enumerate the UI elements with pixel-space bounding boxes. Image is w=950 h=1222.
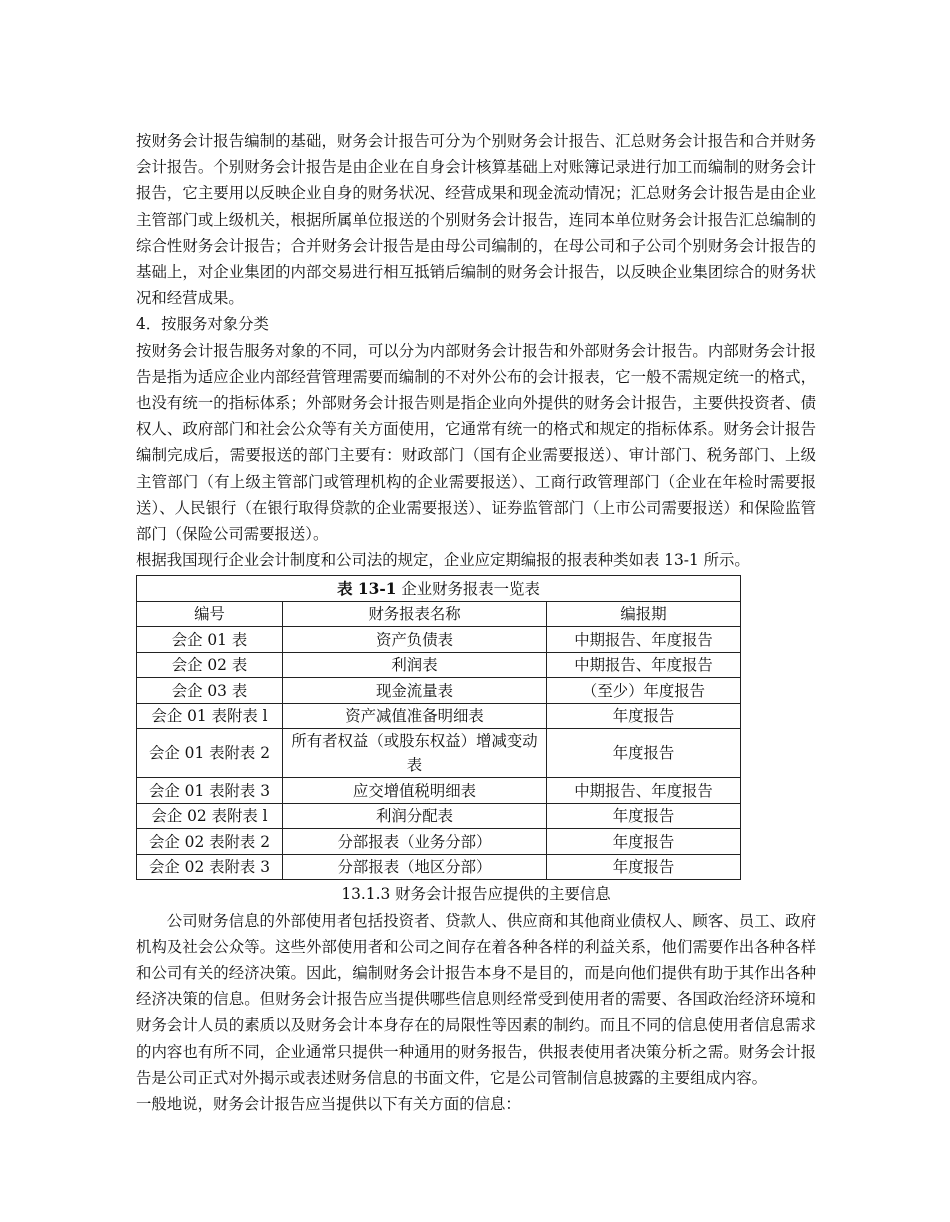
paragraph-table-intro: 根据我国现行企业会计制度和公司法的规定，企业应定期编报的报表种类如表 13-1 所示。 — [136, 551, 750, 570]
table-cell: 年度报告 — [547, 854, 741, 880]
table-cell: 中期报告、年度报告 — [547, 778, 741, 804]
table-header-row — [137, 601, 741, 627]
table-cell: 应交增值税明细表 — [283, 778, 547, 804]
table-cell: 现金流量表 — [283, 678, 547, 704]
table-header-cell: 编报期 — [547, 601, 741, 627]
table-caption-title: 企业财务报表一览表 — [396, 579, 540, 598]
table-cell: 年度报告 — [547, 803, 741, 829]
table-cell: 会企 01 表 — [137, 627, 283, 653]
subsection-heading: 13.1.3 财务会计报告应提供的主要信息 — [341, 885, 611, 904]
table-cell: 会企 01 表附表 l — [137, 703, 283, 729]
table-cell: 利润分配表 — [283, 803, 547, 829]
table-caption-number: 表 13-1 — [337, 579, 397, 598]
table-cell: 年度报告 — [547, 703, 741, 729]
table-caption — [137, 576, 741, 602]
table-cell: 所有者权益（或股东权益）增减变动表 — [283, 729, 547, 778]
table-cell: 中期报告、年度报告 — [547, 627, 741, 653]
table-cell: 年度报告 — [547, 829, 741, 855]
table-row — [137, 652, 741, 678]
table-cell: 会企 01 表附表 2 — [137, 729, 283, 778]
table-cell: 会企 02 表附表 l — [137, 803, 283, 829]
table-row — [137, 778, 741, 804]
table-header-cell: 财务报表名称 — [283, 601, 547, 627]
document-page — [136, 128, 816, 1117]
table-row — [137, 803, 741, 829]
table-cell: 会企 02 表附表 2 — [137, 829, 283, 855]
paragraph-report-basis: 按财务会计报告编制的基础，财务会计报告可分为个别财务会计报告、汇总财务会计报告和合并财务会计报告。个别财务会计报告是由企业在自身会计核算基础上对账簿记录进行加工而编制的财务会计报告，它主要用以反映企业自身的财务状况、经营成果和现金流动情况；汇总财务会计报告是由企业主管部门或上级机关，根据所属单位报送的个别财务会计报告，连同本单位财务会计报告汇总编制的综合性财务会计报告；合并财务会计报告是由母公司编制的，在母公司和子公司个别财务会计报告的基础上，对企业集团的内部交易进行相互抵销后编制的财务会计报告，以反映企业集团综合的财务状况和经营成果。 — [136, 132, 816, 308]
table-cell: （至少）年度报告 — [547, 678, 741, 704]
table-row — [137, 627, 741, 653]
table-cell: 分部报表（业务分部） — [283, 829, 547, 855]
table-cell: 资产减值准备明细表 — [283, 703, 547, 729]
table-cell: 会企 03 表 — [137, 678, 283, 704]
table-cell: 资产负债表 — [283, 627, 547, 653]
table-row — [137, 729, 741, 778]
paragraph-service-object: 按财务会计报告服务对象的不同，可以分为内部财务会计报告和外部财务会计报告。内部财务会计报告是指为适应企业内部经营管理需要而编制的不对外公布的会计报表，它一般不需规定统一的格式，也没有统一的指标体系；外部财务会计报告则是指企业向外提供的财务会计报告，主要供投资者、债权人、政府部门和社会公众等有关方面使用，它通常有统一的格式和规定的指标体系。财务会计报告编制完成后，需要报送的部门主要有：财政部门（国有企业需要报送）、审计部门、税务部门、上级主管部门（有上级主管部门或管理机构的企业需要报送）、工商行政管理部门（企业在年检时需要报送）、人民银行（在银行取得贷款的企业需要报送）、证券监管部门（上市公司需要报送）和保险监管部门（保险公司需要报送）。 — [136, 341, 816, 544]
financial-statements-table — [136, 575, 741, 880]
table-row — [137, 703, 741, 729]
table-header-cell: 编号 — [137, 601, 283, 627]
table-cell: 利润表 — [283, 652, 547, 678]
table-row — [137, 678, 741, 704]
table-row — [137, 854, 741, 880]
table-cell: 会企 02 表 — [137, 652, 283, 678]
table-cell: 年度报告 — [547, 729, 741, 778]
table-cell: 会企 01 表附表 3 — [137, 778, 283, 804]
paragraph-information-users: 公司财务信息的外部使用者包括投资者、贷款人、供应商和其他商业债权人、顾客、员工、政府机构及社会公众等。这些外部使用者和公司之间存在着各种各样的利益关系，他们需要作出各种各样和公司有关的经济决策。因此，编制财务会计报告本身不是目的，而是向他们提供有助于其作出各种经济决策的信息。但财务会计报告应当提供哪些信息则经常受到使用者的需要、各国政治经济环境和财务会计人员的素质以及财务会计本身存在的局限性等因素的制约。而且不同的信息使用者信息需求的内容也有所不同，企业通常只提供一种通用的财务报告，供报表使用者决策分析之需。财务会计报告是公司正式对外揭示或表述财务信息的书面文件，它是公司管制信息披露的主要组成内容。 — [136, 911, 816, 1087]
table-row — [137, 829, 741, 855]
table-cell: 分部报表（地区分部） — [283, 854, 547, 880]
section-heading-service-object: 4．按服务对象分类 — [136, 315, 269, 334]
table-cell: 会企 02 表附表 3 — [137, 854, 283, 880]
table-cell: 中期报告、年度报告 — [547, 652, 741, 678]
paragraph-information-list-intro: 一般地说，财务会计报告应当提供以下有关方面的信息： — [136, 1095, 521, 1114]
